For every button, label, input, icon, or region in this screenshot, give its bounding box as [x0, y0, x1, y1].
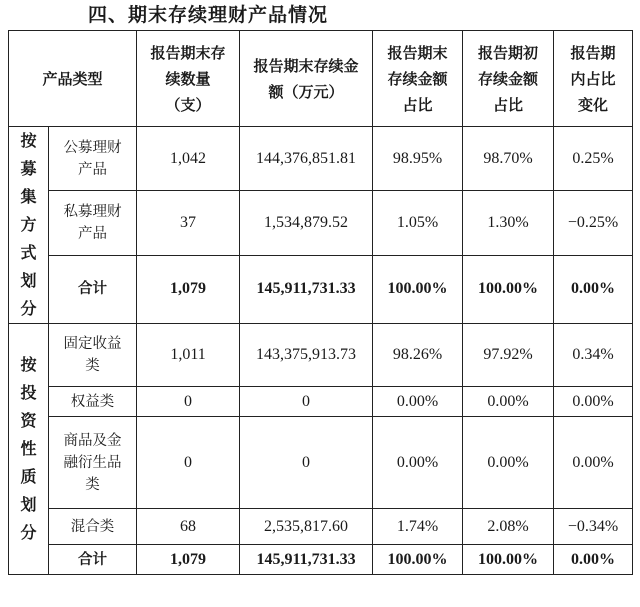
- header-change: 报告期内占比变化: [554, 31, 633, 127]
- page-title: 四、期末存续理财产品情况: [88, 4, 329, 26]
- row-end-ratio: 0.00%: [373, 387, 463, 417]
- row-type: 混合类: [49, 509, 137, 545]
- row-type: 私募理财产品: [49, 191, 137, 255]
- row-change: 0.00%: [554, 417, 633, 509]
- row-end-ratio: 98.26%: [373, 324, 463, 387]
- row-amount: 0: [240, 417, 373, 509]
- row-begin-ratio: 100.00%: [463, 255, 554, 323]
- row-type: 合计: [49, 545, 137, 575]
- header-amount: 报告期末存续金额（万元）: [240, 31, 373, 127]
- row-begin-ratio: 1.30%: [463, 191, 554, 255]
- row-change: 0.00%: [554, 255, 633, 323]
- table-row: [9, 127, 633, 191]
- row-amount: 2,535,817.60: [240, 509, 373, 545]
- row-count: 1,042: [137, 127, 240, 191]
- row-amount: 143,375,913.73: [240, 324, 373, 387]
- row-end-ratio: 1.74%: [373, 509, 463, 545]
- row-type: 商品及金融衍生品类: [49, 417, 137, 509]
- row-count: 68: [137, 509, 240, 545]
- row-end-ratio: 100.00%: [373, 545, 463, 575]
- row-change: 0.00%: [554, 545, 633, 575]
- table-row: [9, 417, 633, 509]
- header-end-ratio: 报告期末存续金额占比: [373, 31, 463, 127]
- row-count: 0: [137, 417, 240, 509]
- header-product-type: 产品类型: [9, 31, 137, 127]
- row-change: 0.34%: [554, 324, 633, 387]
- row-change: 0.25%: [554, 127, 633, 191]
- row-count: 1,079: [137, 255, 240, 323]
- header-row: [9, 31, 633, 127]
- row-begin-ratio: 97.92%: [463, 324, 554, 387]
- group-label-fundraising: 按募集方式划分: [9, 127, 49, 324]
- row-begin-ratio: 2.08%: [463, 509, 554, 545]
- row-amount: 145,911,731.33: [240, 255, 373, 323]
- row-amount: 0: [240, 387, 373, 417]
- row-amount: 144,376,851.81: [240, 127, 373, 191]
- row-change: −0.25%: [554, 191, 633, 255]
- row-type: 固定收益类: [49, 324, 137, 387]
- row-end-ratio: 100.00%: [373, 255, 463, 323]
- row-end-ratio: 0.00%: [373, 417, 463, 509]
- row-type: 权益类: [49, 387, 137, 417]
- table-row: [9, 191, 633, 255]
- row-change: −0.34%: [554, 509, 633, 545]
- product-table: [8, 30, 633, 575]
- row-end-ratio: 1.05%: [373, 191, 463, 255]
- subtotal-row: [9, 545, 633, 575]
- table-row: [9, 324, 633, 387]
- subtotal-row: [9, 255, 633, 323]
- row-type: 公募理财产品: [49, 127, 137, 191]
- header-begin-ratio: 报告期初存续金额占比: [463, 31, 554, 127]
- row-end-ratio: 98.95%: [373, 127, 463, 191]
- row-begin-ratio: 0.00%: [463, 387, 554, 417]
- row-count: 1,011: [137, 324, 240, 387]
- row-begin-ratio: 98.70%: [463, 127, 554, 191]
- row-amount: 145,911,731.33: [240, 545, 373, 575]
- row-count: 0: [137, 387, 240, 417]
- row-begin-ratio: 100.00%: [463, 545, 554, 575]
- row-begin-ratio: 0.00%: [463, 417, 554, 509]
- group-label-investment-nature: 按投资性质划分: [9, 324, 49, 575]
- row-count: 37: [137, 191, 240, 255]
- header-count: 报告期末存续数量（支）: [137, 31, 240, 127]
- row-type: 合计: [49, 255, 137, 323]
- row-change: 0.00%: [554, 387, 633, 417]
- row-amount: 1,534,879.52: [240, 191, 373, 255]
- table-row: [9, 387, 633, 417]
- table-row: [9, 509, 633, 545]
- row-count: 1,079: [137, 545, 240, 575]
